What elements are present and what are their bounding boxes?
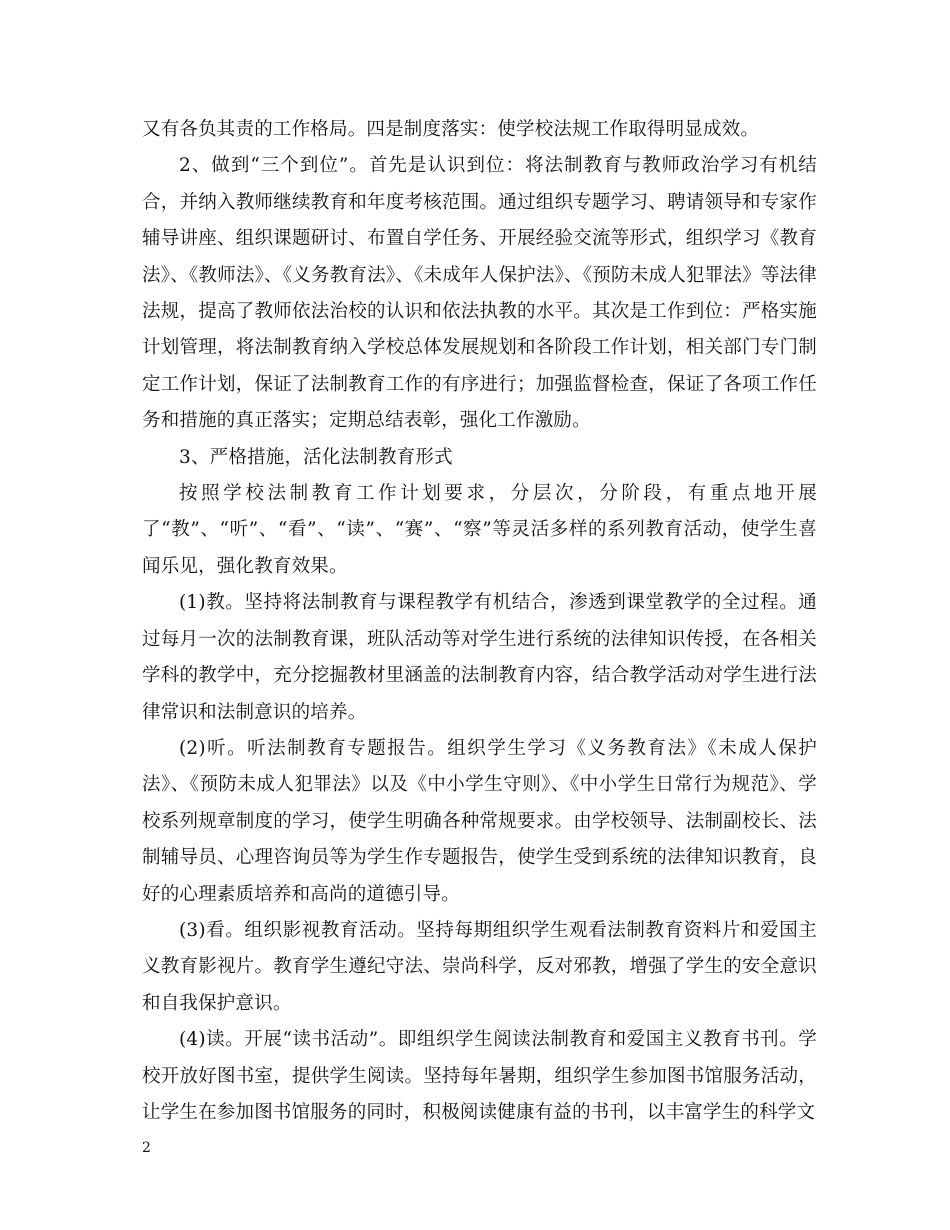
paragraph-7: (3)看。组织影视教育活动。坚持每期组织学生观看法制教育资料片和爱国主义教育影视片。教育学生遵纪守法、崇尚科学，反对邪教，增强了学生的安全意识和自我保护意识。 (142, 919, 817, 1014)
paragraph-3-heading: 3、严格措施，活化法制教育形式 (179, 446, 453, 468)
paragraph-1: 又有各负其责的工作格局。四是制度落实：使学校法规工作取得明显成效。 (142, 119, 760, 140)
paragraph-2: 2、做到“三个到位”。首先是认识到位：将法制教育与教师政治学习有机结合，并纳入教师继续教育和年度考核范围。通过组织专题学习、聘请领导和专家作辅导讲座、组织课题研讨、布置自学任务、开展经验交流等形式，组织学习《教育法》、《教师法》、《义务教育法》、《未成年人保护法》、《预防未成人犯罪法》等法律法规，提高了教师依法治校的认识和依法执教的水平。其次是工作到位：严格实施计划管理，将法制教育纳入学校总体发展规划和各阶段工作计划，相关部门专门制定工作计划，保证了法制教育工作的有序进行；加强监督检查，保证了各项工作任务和措施的真正落实；定期总结表彰，强化工作激励。 (142, 155, 817, 432)
page-number: 2 (142, 1140, 151, 1156)
paragraph-8: (4)读。开展“读书活动”。即组织学生阅读法制教育和爱国主义教育书刊。学校开放好图书室，提供学生阅读。坚持每年暑期，组织学生参加图书馆服务活动，让学生在参加图书馆服务的同时，积极阅读健康有益的书刊，以丰富学生的科学文 (142, 1029, 817, 1123)
paragraph-5: (1)教。坚持将法制教育与课程教学有机结合，渗透到课堂教学的全过程。通过每月一次的法制教育课，班队活动等对学生进行系统的法律知识传授，在各相关学科的教学中，充分挖掘教材里涵盖的法制教育内容，结合教学活动对学生进行法律常识和法制意识的培养。 (142, 592, 817, 723)
document-body (142, 112, 817, 1131)
paragraph-4: 按照学校法制教育工作计划要求，分层次，分阶段，有重点地开展了“教”、“听”、“看”、“读”、“赛”、“察”等灵活多样的系列教育活动，使学生喜闻乐见，强化教育效果。 (142, 483, 817, 577)
paragraph-6: (2)听。听法制教育专题报告。组织学生学习《义务教育法》《未成人保护法》、《预防未成人犯罪法》以及《中小学生守则》、《中小学生日常行为规范》、学校系列规章制度的学习，使学生明确各种常规要求。由学校领导、法制副校长、法制辅导员、心理咨询员等为学生作专题报告，使学生受到系统的法律知识教育，良好的心理素质培养和高尚的道德引导。 (142, 737, 817, 905)
